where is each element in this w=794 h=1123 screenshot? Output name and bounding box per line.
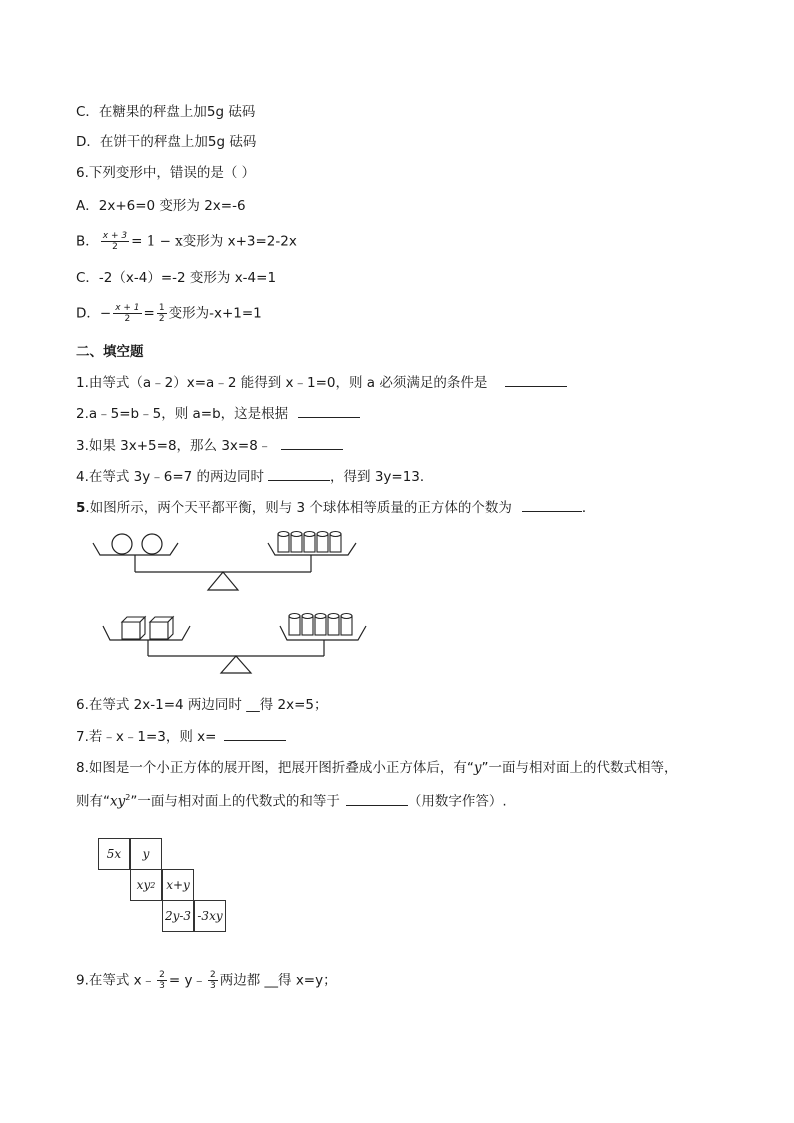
question-text: 2.a﹣5=b﹣5，则 a=b，这是根据	[76, 406, 289, 422]
question-text: 则有“	[76, 793, 110, 810]
equals-sign: =	[143, 305, 155, 322]
variable: y	[473, 760, 482, 776]
question-6-option-a: A．2x+6=0 变形为 2x=-6	[76, 198, 246, 214]
fraction	[101, 231, 129, 252]
option-d-suffix: 变形为-x+1=1	[168, 305, 262, 322]
cylinders-group	[278, 532, 341, 553]
question-text-end: ．	[581, 500, 596, 516]
face-label: xy	[136, 878, 151, 892]
fill-question-5	[76, 497, 595, 518]
question-text: 3.如果 3x+5=8，那么 3x=8﹣	[76, 438, 272, 454]
question-text: 9.在等式 x﹣	[76, 972, 156, 989]
fill-question-6: 6.在等式 2x-1=4 两边同时 __得 2x=5；	[76, 697, 328, 713]
option-b-prefix: B．	[76, 233, 99, 250]
question-6-option-c: C．-2（x-4）=-2 变形为 x-4=1	[76, 270, 277, 286]
option-b-suffix: 变形为 x+3=2-2x	[182, 233, 297, 250]
answer-blank[interactable]	[268, 466, 330, 481]
minus-sign: −	[99, 305, 112, 322]
option-d-prefix: D．	[76, 305, 100, 322]
net-face	[130, 869, 162, 901]
fraction-numerator: 2	[159, 970, 165, 980]
net-face	[130, 838, 162, 870]
face-label: 2y-3	[164, 909, 192, 923]
question-text: ”一面与相对面上的代数式的和等于	[130, 793, 340, 810]
fraction-denominator: 3	[210, 981, 216, 991]
cube-shape	[150, 617, 173, 639]
question-6: 6.下列变形中，错误的是（ ）	[76, 165, 256, 181]
answer-blank[interactable]	[224, 726, 286, 741]
fulcrum	[208, 572, 238, 590]
question-text: 1.由等式（a﹣2）x=a﹣2 能得到 x﹣1=0，则 a 必须满足的条件是	[76, 375, 488, 391]
net-face	[98, 838, 130, 870]
question-text-end: 两边都 __得 x=y；	[219, 972, 337, 989]
question-number: 5	[76, 500, 86, 516]
cube-shape	[122, 617, 145, 639]
question-text: = y﹣	[168, 972, 206, 989]
fraction-denominator: 2	[158, 314, 165, 324]
face-label: x+y	[166, 878, 190, 892]
fill-question-4	[76, 466, 433, 487]
answer-blank[interactable]	[298, 403, 360, 418]
fraction-numerator: x + 1	[115, 303, 140, 313]
question-text: .如图所示，两个天平都平衡，则与 3 个球体相等质量的正方体的个数为	[85, 500, 512, 516]
fill-question-8-line-2	[76, 788, 507, 812]
answer-blank[interactable]	[281, 435, 343, 450]
fraction-denominator: 3	[159, 981, 165, 991]
question-6-option-b	[76, 231, 297, 252]
exponent: 2	[150, 880, 156, 890]
answer-blank[interactable]	[505, 372, 567, 387]
question-text: ”一面与相对面上的代数式相等，	[481, 760, 678, 776]
question-text: 4.在等式 3y﹣6=7 的两边同时	[76, 469, 265, 485]
fill-question-2	[76, 403, 360, 424]
fraction-denominator: 2	[112, 242, 118, 252]
face-label: y	[142, 847, 150, 861]
net-face	[162, 900, 194, 932]
fraction-denominator: 2	[124, 314, 131, 324]
fill-question-1	[76, 372, 567, 393]
section-heading: 二、填空题	[76, 344, 144, 360]
cylinders-group	[289, 614, 352, 636]
fraction-half	[157, 303, 167, 324]
fraction-numerator: 2	[210, 970, 216, 980]
fill-question-7	[76, 726, 286, 747]
net-face	[194, 900, 226, 932]
fraction-numerator: x + 3	[102, 231, 128, 241]
fraction-numerator: 1	[158, 303, 165, 313]
fill-question-9	[76, 970, 337, 991]
balance-scale-1	[90, 528, 370, 592]
question-6-option-d	[76, 303, 262, 324]
question-text: 8.如图是一个小正方体的展开图，把展开图折叠成小正方体后，有“	[76, 760, 474, 776]
fraction	[208, 970, 218, 991]
exponent: 2	[125, 793, 131, 802]
answer-blank[interactable]	[346, 791, 408, 806]
question-text-end: （用数字作答）.	[407, 793, 507, 810]
balance-scale-2	[100, 608, 380, 674]
fill-question-8-line-1	[76, 758, 678, 778]
ball-shape	[112, 534, 132, 554]
option-c: C．在糖果的秤盘上加5g 砝码	[76, 104, 256, 120]
face-label: -3xy	[197, 909, 223, 923]
answer-blank[interactable]	[522, 497, 582, 512]
question-text: 7.若﹣x﹣1=3，则 x=	[76, 729, 217, 745]
fraction	[113, 303, 141, 324]
ball-shape	[142, 534, 162, 554]
net-face	[162, 869, 194, 901]
fill-question-3	[76, 435, 343, 456]
option-d: D．在饼干的秤盘上加5g 砝码	[76, 134, 257, 150]
fraction	[157, 970, 167, 991]
equation-right: = 1 − x	[131, 233, 183, 250]
face-label: 5x	[106, 847, 122, 861]
variable: xy	[110, 793, 126, 810]
question-text-end: ，得到 3y=13．	[330, 469, 434, 485]
fulcrum	[221, 656, 251, 673]
